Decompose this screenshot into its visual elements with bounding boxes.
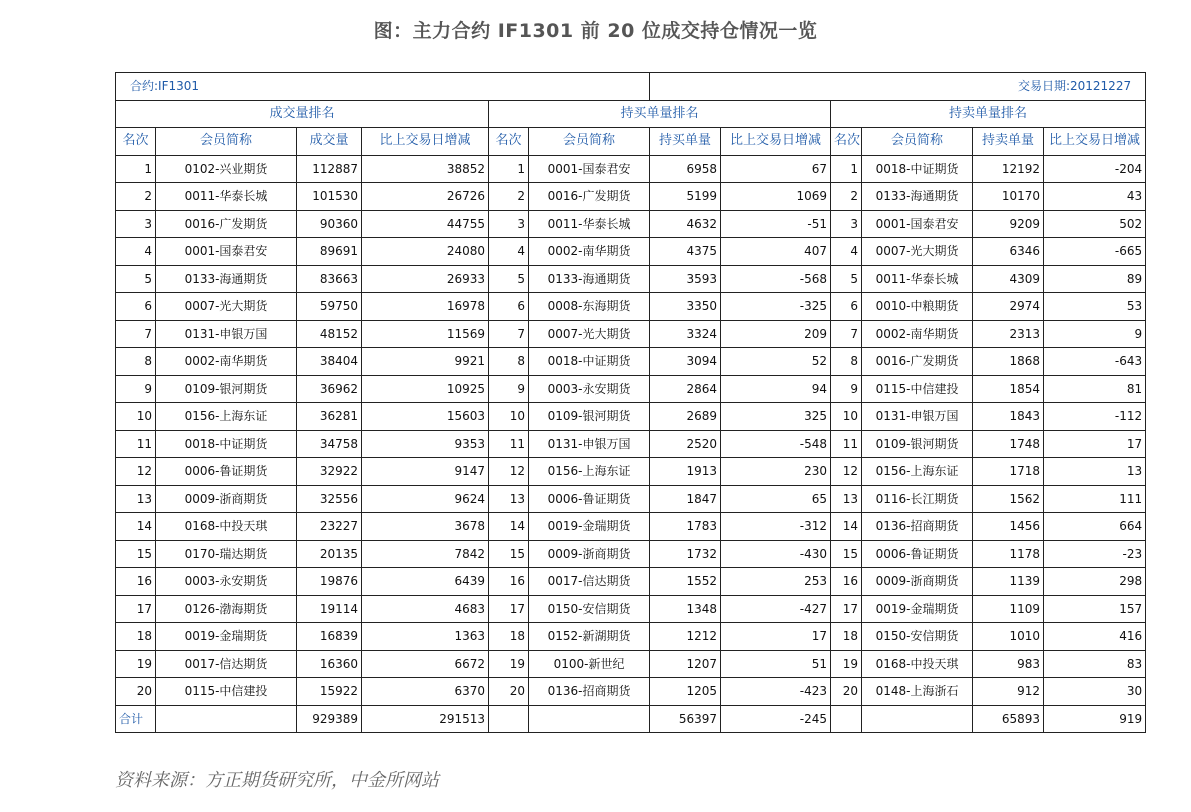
member-cell: 0009-浙商期货 — [156, 485, 297, 513]
sell-cell: 1139 — [973, 568, 1044, 596]
member-cell: 0007-光大期货 — [156, 293, 297, 321]
member-cell: 0150-安信期货 — [529, 595, 650, 623]
rank-cell: 10 — [116, 403, 156, 431]
rank-cell: 20 — [116, 678, 156, 706]
member-cell: 0011-华泰长城 — [529, 210, 650, 238]
member-cell: 0168-中投天琪 — [156, 513, 297, 541]
rank-cell: 12 — [116, 458, 156, 486]
member-cell: 0016-广发期货 — [529, 183, 650, 211]
rank-cell: 16 — [831, 568, 862, 596]
col-sell: 持卖单量 — [973, 128, 1044, 156]
table-row — [116, 568, 1146, 596]
buy-cell: 3593 — [650, 265, 721, 293]
member-cell: 0133-海通期货 — [862, 183, 973, 211]
page-title: 图：主力合约 IF1301 前 20 位成交持仓情况一览 — [373, 20, 818, 42]
member-cell: 0115-中信建投 — [156, 678, 297, 706]
member-cell: 0116-长江期货 — [862, 485, 973, 513]
member-cell: 0003-永安期货 — [529, 375, 650, 403]
member-cell: 0002-南华期货 — [529, 238, 650, 266]
rank-cell: 13 — [831, 485, 862, 513]
buy-cell: 1348 — [650, 595, 721, 623]
rank-cell: 10 — [489, 403, 529, 431]
rank-cell: 14 — [116, 513, 156, 541]
rank-cell: 13 — [116, 485, 156, 513]
change-cell: 89 — [1044, 265, 1146, 293]
change-cell: 9624 — [362, 485, 489, 513]
sell-cell: 9209 — [973, 210, 1044, 238]
sell-cell: 1718 — [973, 458, 1044, 486]
member-cell: 0009-浙商期货 — [529, 540, 650, 568]
member-cell: 0016-广发期货 — [862, 348, 973, 376]
rank-cell: 9 — [489, 375, 529, 403]
volume-cell: 19876 — [297, 568, 362, 596]
member-cell: 0007-光大期货 — [529, 320, 650, 348]
change-cell: 6672 — [362, 650, 489, 678]
rank-cell: 2 — [831, 183, 862, 211]
member-cell: 0156-上海东证 — [529, 458, 650, 486]
col-rank: 名次 — [489, 128, 529, 156]
rank-cell: 20 — [831, 678, 862, 706]
sell-cell: 2313 — [973, 320, 1044, 348]
member-cell: 0010-中粮期货 — [862, 293, 973, 321]
buy-cell: 1205 — [650, 678, 721, 706]
sell-cell: 1456 — [973, 513, 1044, 541]
table-row — [116, 623, 1146, 651]
volume-cell: 32556 — [297, 485, 362, 513]
change-cell: -23 — [1044, 540, 1146, 568]
change-cell: 416 — [1044, 623, 1146, 651]
member-cell: 0002-南华期货 — [862, 320, 973, 348]
col-volume: 成交量 — [297, 128, 362, 156]
member-cell: 0001-国泰君安 — [156, 238, 297, 266]
member-cell: 0003-永安期货 — [156, 568, 297, 596]
col-rank: 名次 — [831, 128, 862, 156]
col-member: 会员简称 — [156, 128, 297, 156]
change-cell: 9 — [1044, 320, 1146, 348]
member-cell: 0018-中证期货 — [529, 348, 650, 376]
change-cell: -427 — [721, 595, 831, 623]
member-cell: 0133-海通期货 — [529, 265, 650, 293]
rank-cell: 16 — [489, 568, 529, 596]
table-row — [116, 210, 1146, 238]
sell-cell: 983 — [973, 650, 1044, 678]
total-volume: 929389 — [297, 705, 362, 733]
col-change: 比上交易日增减 — [1044, 128, 1146, 156]
member-cell: 0152-新湖期货 — [529, 623, 650, 651]
rank-cell: 5 — [831, 265, 862, 293]
section-volume-header: 成交量排名 — [116, 100, 489, 128]
change-cell: 111 — [1044, 485, 1146, 513]
sell-cell: 10170 — [973, 183, 1044, 211]
change-cell: 407 — [721, 238, 831, 266]
volume-cell: 23227 — [297, 513, 362, 541]
rank-cell: 11 — [116, 430, 156, 458]
change-cell: 17 — [721, 623, 831, 651]
rank-cell: 8 — [831, 348, 862, 376]
change-cell: 3678 — [362, 513, 489, 541]
volume-cell: 20135 — [297, 540, 362, 568]
rank-cell: 10 — [831, 403, 862, 431]
empty-cell — [529, 705, 650, 733]
table-row — [116, 485, 1146, 513]
table-row — [116, 650, 1146, 678]
member-cell: 0102-兴业期货 — [156, 155, 297, 183]
buy-cell: 6958 — [650, 155, 721, 183]
change-cell: -568 — [721, 265, 831, 293]
empty-cell — [862, 705, 973, 733]
change-cell: 17 — [1044, 430, 1146, 458]
rank-cell: 11 — [831, 430, 862, 458]
change-cell: -423 — [721, 678, 831, 706]
table-row — [116, 458, 1146, 486]
rank-cell: 7 — [489, 320, 529, 348]
table-row — [116, 403, 1146, 431]
change-cell: 43 — [1044, 183, 1146, 211]
sell-cell: 12192 — [973, 155, 1044, 183]
buy-cell: 1783 — [650, 513, 721, 541]
member-cell: 0126-渤海期货 — [156, 595, 297, 623]
member-cell: 0019-金瑞期货 — [156, 623, 297, 651]
rank-cell: 5 — [116, 265, 156, 293]
col-member: 会员简称 — [862, 128, 973, 156]
member-cell: 0156-上海东证 — [862, 458, 973, 486]
rank-cell: 4 — [116, 238, 156, 266]
rank-cell: 19 — [116, 650, 156, 678]
buy-cell: 1212 — [650, 623, 721, 651]
sell-cell: 1562 — [973, 485, 1044, 513]
source-note: 资料来源：方正期货研究所，中金所网站 — [115, 770, 439, 791]
col-member: 会员简称 — [529, 128, 650, 156]
change-cell: 230 — [721, 458, 831, 486]
sell-cell: 912 — [973, 678, 1044, 706]
member-cell: 0007-光大期货 — [862, 238, 973, 266]
buy-cell: 1207 — [650, 650, 721, 678]
sell-cell: 1010 — [973, 623, 1044, 651]
rank-cell: 15 — [489, 540, 529, 568]
total-sell-change: 919 — [1044, 705, 1146, 733]
member-cell: 0109-银河期货 — [529, 403, 650, 431]
sell-cell: 2974 — [973, 293, 1044, 321]
buy-cell: 1552 — [650, 568, 721, 596]
member-cell: 0131-申银万国 — [529, 430, 650, 458]
member-cell: 0019-金瑞期货 — [529, 513, 650, 541]
volume-cell: 19114 — [297, 595, 362, 623]
rank-cell: 12 — [831, 458, 862, 486]
volume-cell: 16360 — [297, 650, 362, 678]
sell-cell: 1868 — [973, 348, 1044, 376]
table-row — [116, 183, 1146, 211]
change-cell: -325 — [721, 293, 831, 321]
member-cell: 0148-上海浙石 — [862, 678, 973, 706]
member-cell: 0009-浙商期货 — [862, 568, 973, 596]
empty-cell — [489, 705, 529, 733]
volume-cell: 34758 — [297, 430, 362, 458]
volume-cell: 38404 — [297, 348, 362, 376]
buy-cell: 4632 — [650, 210, 721, 238]
empty-cell — [156, 705, 297, 733]
col-change: 比上交易日增减 — [721, 128, 831, 156]
rank-cell: 4 — [831, 238, 862, 266]
volume-cell: 32922 — [297, 458, 362, 486]
sell-cell: 4309 — [973, 265, 1044, 293]
change-cell: -112 — [1044, 403, 1146, 431]
table-row — [116, 265, 1146, 293]
rank-cell: 17 — [489, 595, 529, 623]
rank-cell: 18 — [489, 623, 529, 651]
rank-cell: 7 — [831, 320, 862, 348]
change-cell: 298 — [1044, 568, 1146, 596]
change-cell: 65 — [721, 485, 831, 513]
member-cell: 0133-海通期货 — [156, 265, 297, 293]
member-cell: 0156-上海东证 — [156, 403, 297, 431]
change-cell: -51 — [721, 210, 831, 238]
rank-cell: 3 — [831, 210, 862, 238]
member-cell: 0006-鲁证期货 — [529, 485, 650, 513]
change-cell: 1363 — [362, 623, 489, 651]
buy-cell: 1913 — [650, 458, 721, 486]
rank-cell: 13 — [489, 485, 529, 513]
rank-cell: 20 — [489, 678, 529, 706]
total-buy: 56397 — [650, 705, 721, 733]
rank-cell: 8 — [489, 348, 529, 376]
rank-cell: 2 — [116, 183, 156, 211]
member-cell: 0001-国泰君安 — [529, 155, 650, 183]
total-label: 合计 — [116, 705, 156, 733]
rank-cell: 7 — [116, 320, 156, 348]
member-cell: 0017-信达期货 — [156, 650, 297, 678]
col-change: 比上交易日增减 — [362, 128, 489, 156]
change-cell: 44755 — [362, 210, 489, 238]
total-row — [116, 705, 1146, 733]
change-cell: 81 — [1044, 375, 1146, 403]
member-cell: 0018-中证期货 — [156, 430, 297, 458]
sell-cell: 6346 — [973, 238, 1044, 266]
section-buy-header: 持买单量排名 — [489, 100, 831, 128]
sell-cell: 1109 — [973, 595, 1044, 623]
buy-cell: 3350 — [650, 293, 721, 321]
rank-cell: 16 — [116, 568, 156, 596]
rank-cell: 9 — [116, 375, 156, 403]
member-cell: 0011-华泰长城 — [862, 265, 973, 293]
section-header-row — [116, 100, 1146, 128]
sell-cell: 1843 — [973, 403, 1044, 431]
change-cell: 38852 — [362, 155, 489, 183]
change-cell: 502 — [1044, 210, 1146, 238]
change-cell: -312 — [721, 513, 831, 541]
total-buy-change: -245 — [721, 705, 831, 733]
rank-cell: 14 — [489, 513, 529, 541]
change-cell: -430 — [721, 540, 831, 568]
change-cell: 9147 — [362, 458, 489, 486]
change-cell: 209 — [721, 320, 831, 348]
rank-cell: 6 — [831, 293, 862, 321]
change-cell: -665 — [1044, 238, 1146, 266]
rank-cell: 4 — [489, 238, 529, 266]
table-row — [116, 678, 1146, 706]
member-cell: 0115-中信建投 — [862, 375, 973, 403]
buy-cell: 2864 — [650, 375, 721, 403]
table-row — [116, 375, 1146, 403]
volume-cell: 36281 — [297, 403, 362, 431]
member-cell: 0170-瑞达期货 — [156, 540, 297, 568]
buy-cell: 5199 — [650, 183, 721, 211]
table-row — [116, 430, 1146, 458]
member-cell: 0019-金瑞期货 — [862, 595, 973, 623]
change-cell: 53 — [1044, 293, 1146, 321]
rank-cell: 5 — [489, 265, 529, 293]
change-cell: 10925 — [362, 375, 489, 403]
change-cell: 52 — [721, 348, 831, 376]
member-cell: 0131-申银万国 — [156, 320, 297, 348]
change-cell: 11569 — [362, 320, 489, 348]
buy-cell: 3324 — [650, 320, 721, 348]
member-cell: 0100-新世纪 — [529, 650, 650, 678]
member-cell: 0131-申银万国 — [862, 403, 973, 431]
rank-cell: 12 — [489, 458, 529, 486]
change-cell: 30 — [1044, 678, 1146, 706]
table-row — [116, 348, 1146, 376]
col-buy: 持买单量 — [650, 128, 721, 156]
rank-cell: 3 — [489, 210, 529, 238]
volume-cell: 83663 — [297, 265, 362, 293]
member-cell: 0150-安信期货 — [862, 623, 973, 651]
volume-cell: 15922 — [297, 678, 362, 706]
change-cell: 24080 — [362, 238, 489, 266]
rank-cell: 6 — [489, 293, 529, 321]
rank-cell: 18 — [116, 623, 156, 651]
member-cell: 0109-银河期货 — [156, 375, 297, 403]
member-cell: 0006-鲁证期货 — [862, 540, 973, 568]
buy-cell: 2520 — [650, 430, 721, 458]
change-cell: 6370 — [362, 678, 489, 706]
rank-cell: 18 — [831, 623, 862, 651]
change-cell: -548 — [721, 430, 831, 458]
change-cell: -204 — [1044, 155, 1146, 183]
change-cell: 253 — [721, 568, 831, 596]
buy-cell: 4375 — [650, 238, 721, 266]
table-row — [116, 540, 1146, 568]
change-cell: 4683 — [362, 595, 489, 623]
rank-cell: 11 — [489, 430, 529, 458]
rank-cell: 15 — [831, 540, 862, 568]
buy-cell: 1847 — [650, 485, 721, 513]
contract-label: 合约:IF1301 — [116, 73, 650, 101]
volume-cell: 101530 — [297, 183, 362, 211]
change-cell: 67 — [721, 155, 831, 183]
rank-cell: 1 — [116, 155, 156, 183]
change-cell: 26726 — [362, 183, 489, 211]
change-cell: 1069 — [721, 183, 831, 211]
change-cell: 83 — [1044, 650, 1146, 678]
rank-cell: 17 — [831, 595, 862, 623]
total-sell: 65893 — [973, 705, 1044, 733]
member-cell: 0016-广发期货 — [156, 210, 297, 238]
empty-cell — [831, 705, 862, 733]
rank-cell: 19 — [831, 650, 862, 678]
trade-date-label: 交易日期:20121227 — [650, 73, 1146, 101]
change-cell: 325 — [721, 403, 831, 431]
rank-cell: 19 — [489, 650, 529, 678]
volume-cell: 89691 — [297, 238, 362, 266]
member-cell: 0136-招商期货 — [529, 678, 650, 706]
member-cell: 0008-东海期货 — [529, 293, 650, 321]
table-row — [116, 513, 1146, 541]
volume-cell: 16839 — [297, 623, 362, 651]
member-cell: 0006-鲁证期货 — [156, 458, 297, 486]
meta-row — [116, 73, 1146, 101]
change-cell: 157 — [1044, 595, 1146, 623]
rank-cell: 17 — [116, 595, 156, 623]
change-cell: 26933 — [362, 265, 489, 293]
table-row — [116, 155, 1146, 183]
section-sell-header: 持卖单量排名 — [831, 100, 1146, 128]
volume-cell: 112887 — [297, 155, 362, 183]
sell-cell: 1178 — [973, 540, 1044, 568]
change-cell: 15603 — [362, 403, 489, 431]
table-row — [116, 238, 1146, 266]
change-cell: 51 — [721, 650, 831, 678]
rank-cell: 9 — [831, 375, 862, 403]
rank-cell: 3 — [116, 210, 156, 238]
change-cell: 7842 — [362, 540, 489, 568]
buy-cell: 1732 — [650, 540, 721, 568]
member-cell: 0136-招商期货 — [862, 513, 973, 541]
rank-cell: 6 — [116, 293, 156, 321]
member-cell: 0018-中证期货 — [862, 155, 973, 183]
member-cell: 0002-南华期货 — [156, 348, 297, 376]
volume-cell: 59750 — [297, 293, 362, 321]
table-row — [116, 320, 1146, 348]
change-cell: 664 — [1044, 513, 1146, 541]
buy-cell: 3094 — [650, 348, 721, 376]
sell-cell: 1748 — [973, 430, 1044, 458]
change-cell: 9921 — [362, 348, 489, 376]
col-rank: 名次 — [116, 128, 156, 156]
volume-cell: 36962 — [297, 375, 362, 403]
change-cell: 9353 — [362, 430, 489, 458]
member-cell: 0168-中投天琪 — [862, 650, 973, 678]
rank-cell: 1 — [831, 155, 862, 183]
total-volume-change: 291513 — [362, 705, 489, 733]
change-cell: -643 — [1044, 348, 1146, 376]
rank-cell: 14 — [831, 513, 862, 541]
rank-cell: 1 — [489, 155, 529, 183]
table-row — [116, 595, 1146, 623]
member-cell: 0017-信达期货 — [529, 568, 650, 596]
positions-table — [115, 72, 1146, 733]
column-header-row — [116, 128, 1146, 156]
rank-cell: 15 — [116, 540, 156, 568]
member-cell: 0109-银河期货 — [862, 430, 973, 458]
table-row — [116, 293, 1146, 321]
change-cell: 13 — [1044, 458, 1146, 486]
member-cell: 0001-国泰君安 — [862, 210, 973, 238]
buy-cell: 2689 — [650, 403, 721, 431]
rank-cell: 2 — [489, 183, 529, 211]
sell-cell: 1854 — [973, 375, 1044, 403]
volume-cell: 90360 — [297, 210, 362, 238]
change-cell: 16978 — [362, 293, 489, 321]
member-cell: 0011-华泰长城 — [156, 183, 297, 211]
change-cell: 94 — [721, 375, 831, 403]
change-cell: 6439 — [362, 568, 489, 596]
volume-cell: 48152 — [297, 320, 362, 348]
rank-cell: 8 — [116, 348, 156, 376]
